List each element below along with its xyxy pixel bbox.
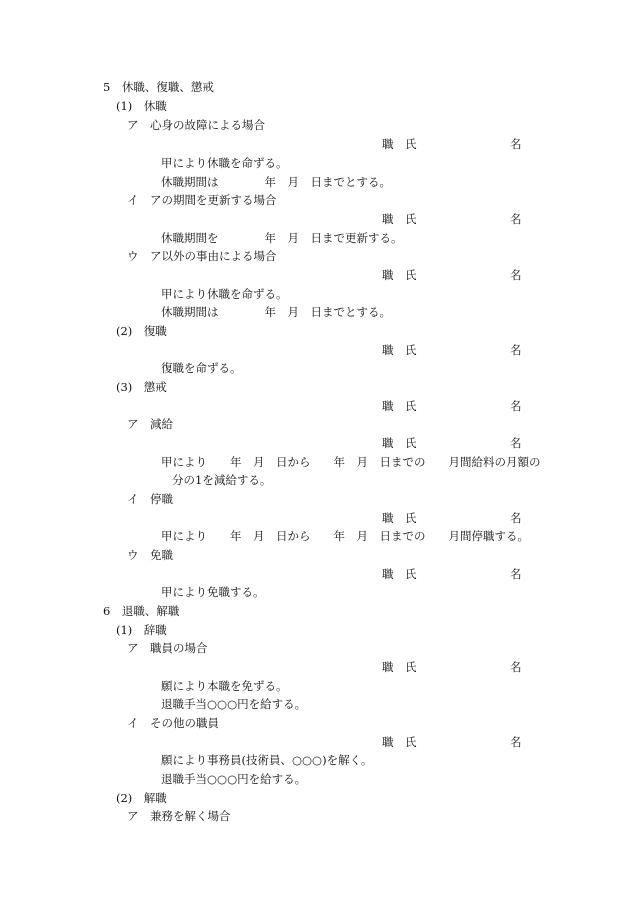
section-heading: [0, 78, 630, 97]
subsection-heading: [0, 621, 630, 640]
line-text: 願により事務員(技術員、○○○)を解く。: [161, 753, 373, 767]
item-heading: [0, 546, 630, 565]
signature-line: [0, 135, 630, 154]
line-text: 甲により 年 月 日から 年 月 日までの 月間停職する。: [161, 529, 529, 543]
line-text: (2) 解職: [116, 791, 167, 805]
subsection-heading: [0, 322, 630, 341]
sign-shoku: 職: [382, 660, 394, 674]
sign-shi: 氏: [405, 137, 417, 151]
line-text: ウ ア以外の事由による場合: [127, 249, 277, 263]
line-text: ア 職員の場合: [127, 641, 208, 655]
sign-mei: 名: [510, 567, 522, 581]
body-line: [0, 471, 630, 490]
line-text: 願により本職を免ずる。: [161, 679, 288, 693]
sign-shoku: 職: [382, 343, 394, 357]
item-heading: [0, 415, 630, 434]
body-line: [0, 751, 630, 770]
signature-line: [0, 509, 630, 528]
sign-shi: 氏: [405, 660, 417, 674]
body-line: [0, 695, 630, 714]
line-text: 復職を命ずる。: [161, 361, 242, 375]
signature-line: [0, 565, 630, 584]
body-line: [0, 154, 630, 173]
sign-shi: 氏: [405, 735, 417, 749]
sign-mei: 名: [510, 268, 522, 282]
sign-shi: 氏: [405, 567, 417, 581]
sign-shi: 氏: [405, 511, 417, 525]
body-line: [0, 583, 630, 602]
line-text: 5 休職、復職、懲戒: [103, 80, 214, 94]
line-text: 休職期間は 年 月 日までとする。: [161, 175, 391, 189]
sign-shi: 氏: [405, 268, 417, 282]
signature-line: [0, 397, 630, 416]
item-heading: [0, 191, 630, 210]
line-text: (2) 復職: [116, 324, 167, 338]
line-text: 休職期間を 年 月 日まで更新する。: [161, 231, 403, 245]
subsection-heading: [0, 378, 630, 397]
line-text: ア 兼務を解く場合: [127, 809, 231, 823]
sign-mei: 名: [510, 436, 522, 450]
line-text: イ アの期間を更新する場合: [127, 193, 277, 207]
sign-mei: 名: [510, 137, 522, 151]
line-text: 6 退職、解職: [103, 604, 180, 618]
sign-shoku: 職: [382, 567, 394, 581]
sign-shoku: 職: [382, 436, 394, 450]
item-heading: [0, 639, 630, 658]
body-line: [0, 229, 630, 248]
body-line: [0, 527, 630, 546]
item-heading: [0, 116, 630, 135]
sign-shi: 氏: [405, 212, 417, 226]
subsection-heading: [0, 789, 630, 808]
line-text: (1) 休職: [116, 99, 167, 113]
subsection-heading: [0, 97, 630, 116]
line-text: ア 減給: [127, 417, 173, 431]
sign-shoku: 職: [382, 137, 394, 151]
line-text: 退職手当○○○円を給する。: [161, 697, 307, 711]
line-text: イ その他の職員: [127, 716, 219, 730]
sign-shi: 氏: [405, 399, 417, 413]
sign-mei: 名: [510, 399, 522, 413]
sign-mei: 名: [510, 343, 522, 357]
sign-shoku: 職: [382, 399, 394, 413]
item-heading: [0, 490, 630, 509]
sign-shoku: 職: [382, 511, 394, 525]
signature-line: [0, 658, 630, 677]
line-text: 甲により休職を命ずる。: [161, 287, 288, 301]
sign-mei: 名: [510, 660, 522, 674]
item-heading: [0, 247, 630, 266]
signature-line: [0, 434, 630, 453]
signature-line: [0, 733, 630, 752]
body-line: [0, 453, 630, 472]
line-text: イ 停職: [127, 492, 173, 506]
sign-shi: 氏: [405, 343, 417, 357]
body-line: [0, 303, 630, 322]
body-line: [0, 770, 630, 789]
sign-mei: 名: [510, 212, 522, 226]
sign-mei: 名: [510, 735, 522, 749]
line-text: (3) 懲戒: [116, 380, 167, 394]
body-line: [0, 359, 630, 378]
body-line: [0, 677, 630, 696]
line-text: 甲により免職する。: [161, 585, 265, 599]
line-text: ア 心身の故障による場合: [127, 118, 265, 132]
section-heading: [0, 602, 630, 621]
sign-shoku: 職: [382, 735, 394, 749]
sign-shoku: 職: [382, 212, 394, 226]
line-text: ウ 免職: [127, 548, 173, 562]
item-heading: [0, 714, 630, 733]
line-text: 休職期間は 年 月 日までとする。: [161, 305, 391, 319]
item-heading: [0, 807, 630, 826]
sign-shi: 氏: [405, 436, 417, 450]
signature-line: [0, 341, 630, 360]
body-line: [0, 173, 630, 192]
line-text: 分の1を減給する。: [172, 473, 272, 487]
line-text: 甲により休職を命ずる。: [161, 156, 288, 170]
body-line: [0, 285, 630, 304]
line-text: (1) 辞職: [116, 623, 167, 637]
signature-line: [0, 210, 630, 229]
line-text: 退職手当○○○円を給する。: [161, 772, 307, 786]
sign-mei: 名: [510, 511, 522, 525]
sign-shoku: 職: [382, 268, 394, 282]
line-text: 甲により 年 月 日から 年 月 日までの 月間給料の月額の: [161, 455, 541, 469]
signature-line: [0, 266, 630, 285]
